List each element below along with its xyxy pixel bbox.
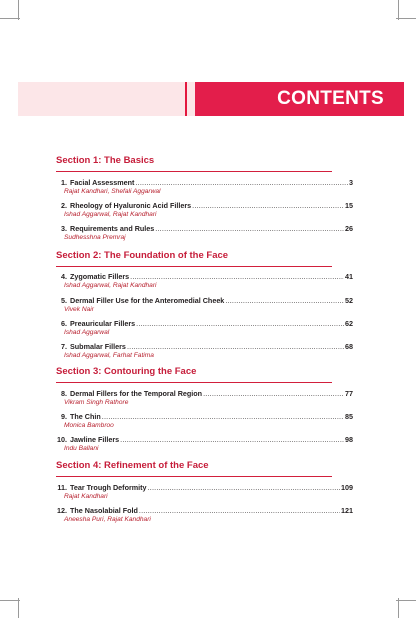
toc-entry[interactable] [56, 506, 353, 524]
entry-title: Rheology of Hyaluronic Acid Fillers [70, 201, 192, 210]
entry-page: 41 [345, 272, 353, 281]
entry-number: 3. [61, 224, 67, 233]
entry-page: 85 [345, 412, 353, 421]
entry-title: Tear Trough Deformity [70, 483, 147, 492]
entry-number: 9. [61, 412, 67, 421]
dot-leader [130, 272, 344, 281]
entry-page: 3 [349, 178, 353, 187]
section-title: Section 3: Contouring the Face [56, 366, 197, 377]
entry-title: The Nasolabial Fold [70, 506, 138, 515]
entry-page: 62 [345, 319, 353, 328]
crop-mark [0, 18, 20, 19]
entry-page: 26 [345, 224, 353, 233]
entry-title: Jawline Fillers [70, 435, 120, 444]
entry-authors: Vikram Singh Rathore [64, 399, 129, 406]
header-divider [185, 82, 187, 116]
entry-number: 7. [61, 342, 67, 351]
entry-title: Dermal Filler Use for the Anteromedial Cheek [70, 296, 225, 305]
dot-leader [155, 224, 344, 233]
entry-authors: Monica Bambroo [64, 422, 114, 429]
entry-authors: Vivek Nair [64, 306, 94, 313]
section-rule [56, 476, 332, 477]
section-heading [56, 365, 332, 383]
entry-number: 8. [61, 389, 67, 398]
section-title: Section 4: Refinement of the Face [56, 460, 209, 471]
dot-leader [148, 483, 340, 492]
crop-mark [398, 0, 399, 20]
toc-entry[interactable] [56, 483, 353, 501]
entry-title: Preauricular Fillers [70, 319, 136, 328]
entry-number: 10. [57, 435, 67, 444]
dot-leader [127, 342, 344, 351]
entry-number: 1. [61, 178, 67, 187]
entry-number: 6. [61, 319, 67, 328]
section-heading [56, 249, 332, 267]
toc-entry[interactable] [56, 412, 353, 430]
entry-title: Requirements and Rules [70, 224, 155, 233]
entry-authors: Ishad Aggarwal [64, 329, 110, 336]
entry-page: 15 [345, 201, 353, 210]
entry-authors: Ishad Aggarwal, Rajat Kandhari [64, 211, 157, 218]
crop-mark [398, 598, 399, 618]
entry-number: 11. [57, 483, 67, 492]
entry-authors: Indu Ballani [64, 445, 99, 452]
section-title: Section 2: The Foundation of the Face [56, 250, 229, 261]
entry-page: 98 [345, 435, 353, 444]
dot-leader [192, 201, 344, 210]
toc-entry[interactable] [56, 178, 353, 196]
section-rule [56, 171, 332, 172]
dot-leader [139, 506, 340, 515]
entry-number: 2. [61, 201, 67, 210]
dot-leader [136, 319, 344, 328]
entry-page: 121 [341, 506, 353, 515]
entry-number: 12. [57, 506, 67, 515]
dot-leader [225, 296, 344, 305]
section-heading [56, 154, 332, 172]
toc-entry[interactable] [56, 319, 353, 337]
crop-mark [0, 600, 20, 601]
toc-entry[interactable] [56, 272, 353, 290]
dot-leader [120, 435, 344, 444]
crop-mark [18, 0, 19, 20]
entry-title: Facial Assessment [70, 178, 135, 187]
crop-mark [18, 598, 19, 618]
entry-authors: Rajat Kandhari [64, 493, 108, 500]
section-heading [56, 459, 332, 477]
dot-leader [203, 389, 344, 398]
crop-mark [396, 600, 416, 601]
entry-title: The Chin [70, 412, 101, 421]
page-title: CONTENTS [277, 88, 384, 109]
entry-page: 68 [345, 342, 353, 351]
section-rule [56, 382, 332, 383]
entry-title: Zygomatic Fillers [70, 272, 130, 281]
header-title-box [195, 82, 404, 116]
entry-number: 4. [61, 272, 67, 281]
entry-page: 52 [345, 296, 353, 305]
toc-entry[interactable] [56, 296, 353, 314]
dot-leader [135, 178, 348, 187]
section-rule [56, 266, 332, 267]
toc-entry[interactable] [56, 435, 353, 453]
entry-authors: Sudhesshna Premraj [64, 234, 126, 241]
dot-leader [102, 412, 344, 421]
section-title: Section 1: The Basics [56, 155, 155, 166]
toc-entry[interactable] [56, 201, 353, 219]
entry-authors: Rajat Kandhari, Shefali Aggarwal [64, 188, 161, 195]
entry-page: 77 [345, 389, 353, 398]
toc-entry[interactable] [56, 389, 353, 407]
entry-title: Submalar Fillers [70, 342, 126, 351]
entry-page: 109 [341, 483, 353, 492]
crop-mark [396, 18, 416, 19]
entry-authors: Ishad Aggarwal, Farhat Fatima [64, 352, 154, 359]
entry-authors: Ishad Aggarwal, Rajat Kandhari [64, 282, 157, 289]
toc-entry[interactable] [56, 342, 353, 360]
toc-entry[interactable] [56, 224, 353, 242]
entry-title: Dermal Fillers for the Temporal Region [70, 389, 203, 398]
entry-authors: Aneesha Puri, Rajat Kandhari [64, 516, 151, 523]
entry-number: 5. [61, 296, 67, 305]
